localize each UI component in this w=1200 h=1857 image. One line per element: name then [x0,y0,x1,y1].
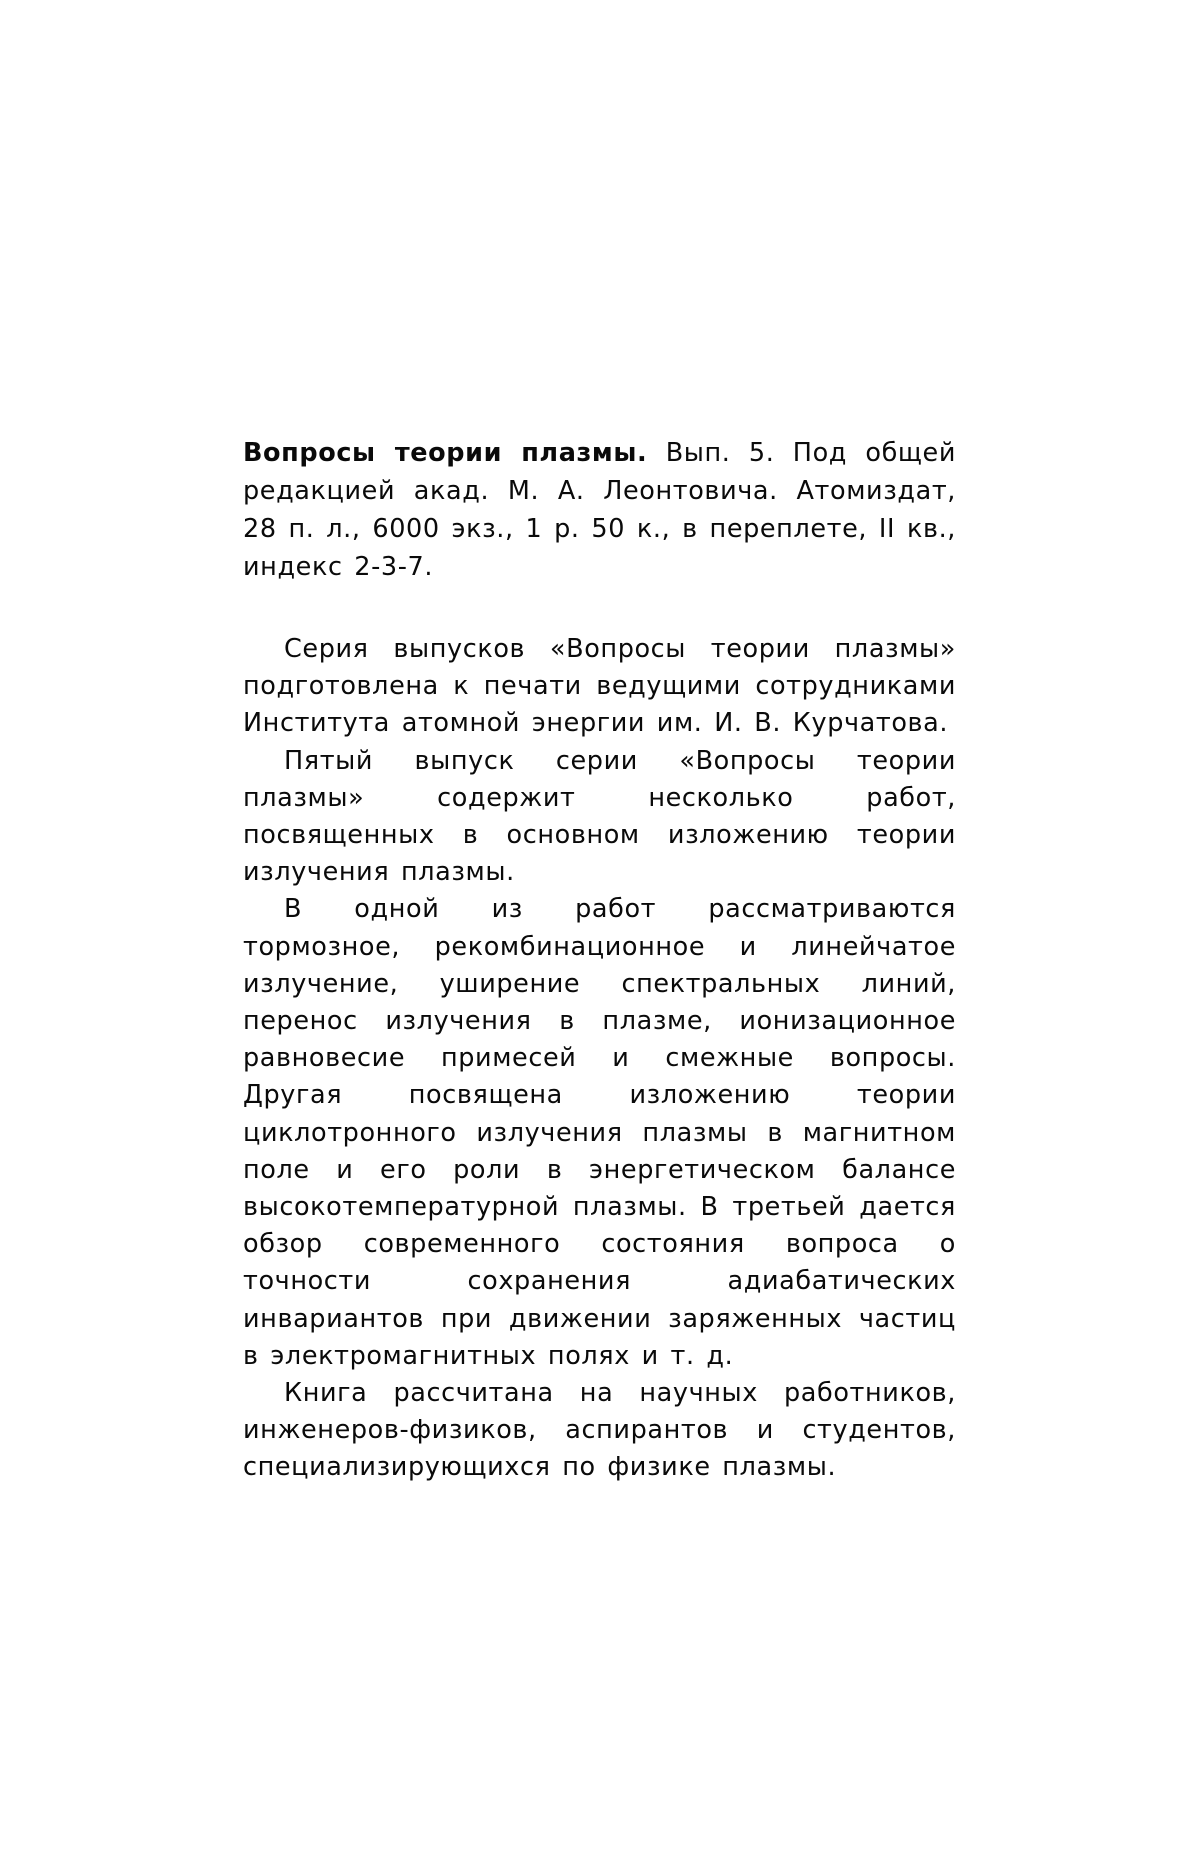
annotation [243,631,956,1487]
bibliographic-paragraph [243,434,956,586]
annotation-paragraph-audience: Книга рассчитана на научных работников, инженеров-физиков, аспирантов и студентов, специализирующихся по физике плазмы. [243,1378,956,1483]
publication-details: Вып. 5. Под общей редакцией акад. М. А. Леонтовича. Атомиздат, 28 п. л., 6000 экз., 1 р. 50 к., в переплете, II кв., индекс 2-3-7. [243,438,956,582]
bibliographic-entry [243,434,956,586]
annotation-paragraph-contents: Пятый выпуск серии «Вопросы теории плазмы» содержит несколько работ, посвященных в основном изложению теории излучения плазмы. [243,745,956,888]
annotation-paragraph-works: В одной из работ рассматриваются тормозное, рекомбинационное и линейчатое излучение, уширение спектральных линий, перенос излучения в плазме, ионизационное равновесие примесей и смежные вопросы. Другая посвящена изложению теории циклотронного излучения плазмы в магнитном поле и его роли в энергетическом балансе высокотемпературной плазмы. В третьей дается обзор современного состояния вопроса о точности сохранения адиабатических инвариантов при движении заряженных частиц в электромагнитных полях и т. д. [243,894,956,1371]
annotation-paragraph-series: Серия выпусков «Вопросы теории плазмы» подготовлена к печати ведущими сотрудниками Института атомной энергии им. И. В. Курчатова. [243,634,956,739]
book-title: Вопросы теории плазмы. [243,438,648,468]
